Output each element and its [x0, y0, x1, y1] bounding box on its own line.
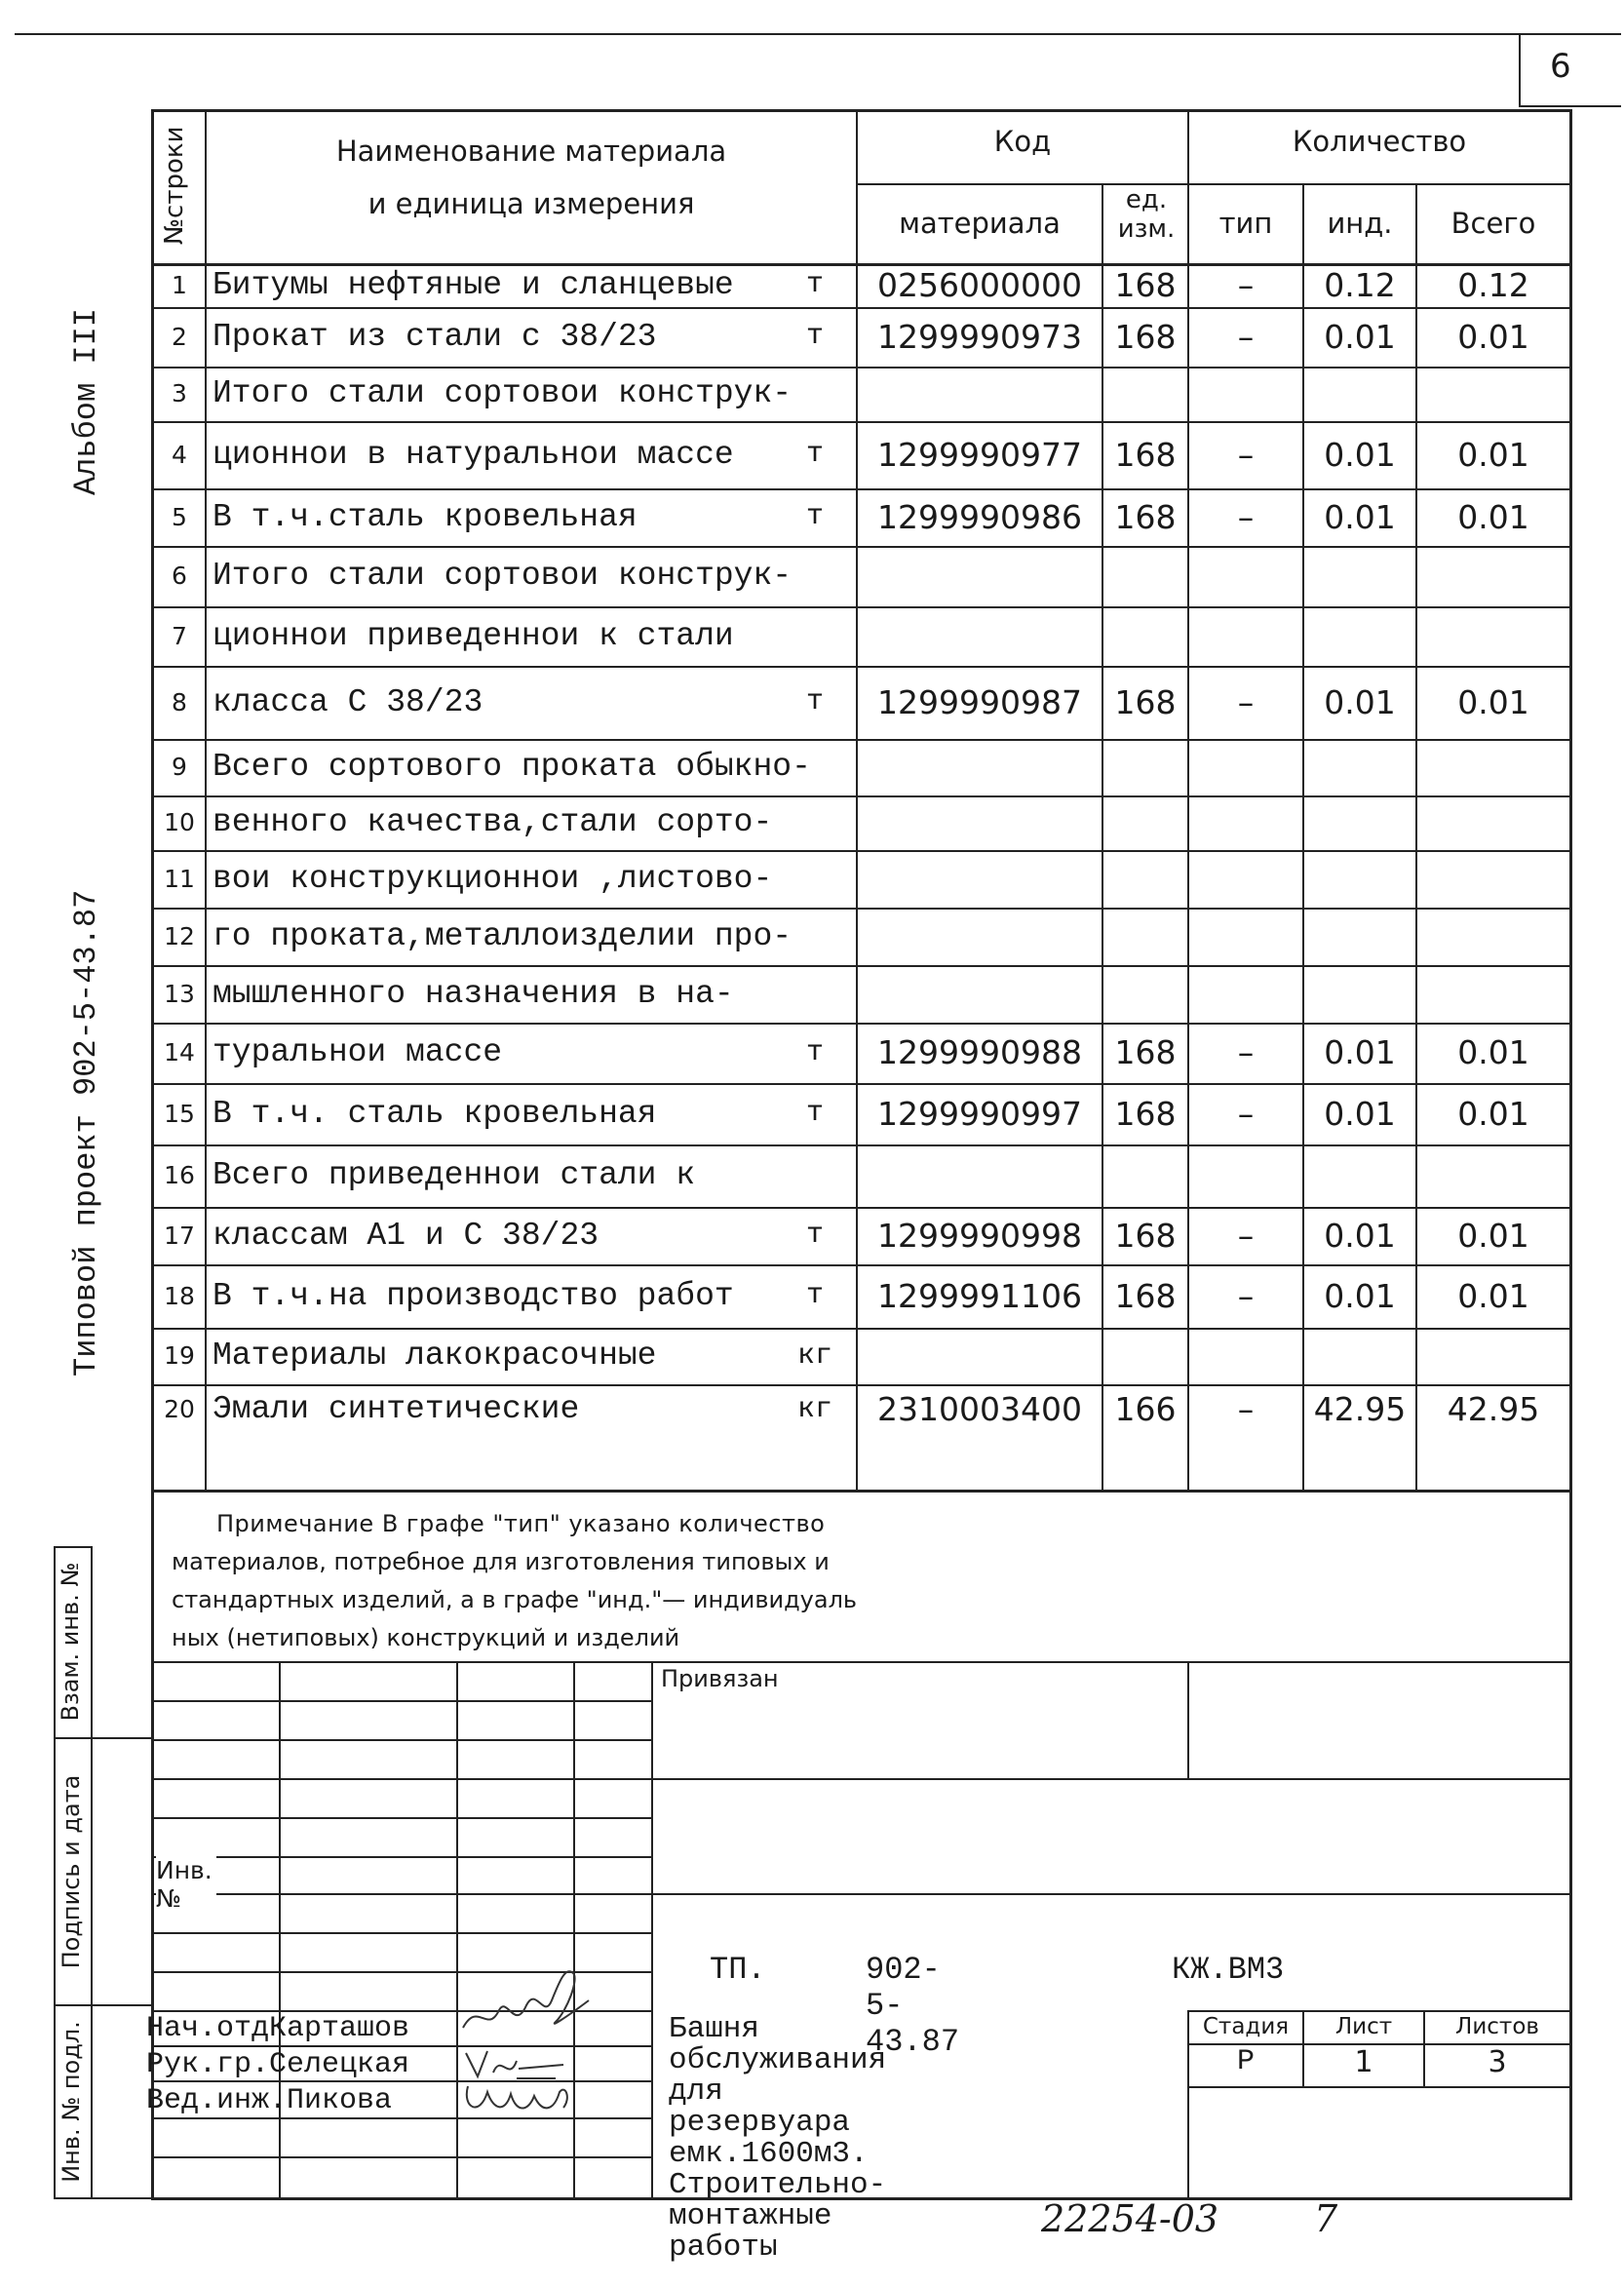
unit: т	[805, 1036, 824, 1069]
podpis-label: Подпись и дата	[58, 1774, 85, 1969]
signer-role: Рук.гр.	[146, 2048, 270, 2081]
qty-total: 0.01	[1457, 1033, 1529, 1071]
code-header: Код	[993, 125, 1052, 158]
table-row	[0, 367, 1624, 421]
unit-code: 168	[1114, 1095, 1177, 1133]
doc-code-suffix: КЖ.ВМ3	[1172, 1952, 1285, 1988]
inv-no-label: Инв. №	[156, 1856, 216, 1913]
material-name: го проката,металлоизделии про-	[213, 918, 793, 954]
row-number: 9	[172, 753, 187, 781]
qty-type: –	[1237, 436, 1255, 474]
material-code	[858, 795, 1102, 850]
quantity-header: Количество	[1292, 125, 1467, 158]
unit	[780, 546, 850, 606]
qty-ind: 0.01	[1324, 1033, 1396, 1071]
unit-code	[1103, 739, 1187, 795]
table-row	[0, 666, 1624, 739]
unit: т	[805, 500, 824, 533]
unit-code	[1103, 850, 1187, 908]
table-row	[0, 965, 1624, 1023]
qty-ind	[1304, 1144, 1415, 1207]
signer-row-3	[146, 2084, 392, 2117]
qty-total	[1417, 606, 1569, 666]
qty-type: –	[1237, 266, 1255, 304]
unit-code: 168	[1114, 318, 1177, 356]
material-name: классам А1 и С 38/23	[213, 1218, 599, 1254]
row-number: 15	[164, 1100, 195, 1128]
table-row	[0, 546, 1624, 606]
qty-total	[1417, 367, 1569, 421]
signer-name: Карташов	[269, 2012, 410, 2045]
qty-total	[1417, 739, 1569, 795]
qty-ind: 0.01	[1324, 683, 1396, 721]
unit: т	[805, 685, 824, 718]
row-number: 11	[164, 865, 195, 893]
table-row	[0, 1264, 1624, 1328]
table-row	[0, 1023, 1624, 1083]
unit-code: 166	[1114, 1390, 1177, 1428]
row-number-header: №строки	[160, 126, 189, 245]
row-number: 20	[164, 1395, 195, 1423]
vzam-label: Взам. инв. №	[57, 1562, 84, 1722]
qty-type	[1189, 739, 1302, 795]
material-code: 1299990997	[877, 1095, 1082, 1133]
table-row	[0, 1083, 1624, 1144]
qty-type	[1189, 546, 1302, 606]
qty-total	[1417, 1328, 1569, 1384]
material-code	[858, 965, 1102, 1023]
quantity-total-header: Всего	[1450, 207, 1536, 240]
qty-total: 0.01	[1457, 498, 1529, 536]
name-header-line2: и единица измерения	[367, 187, 695, 220]
table-row	[0, 263, 1624, 307]
qty-type: –	[1237, 498, 1255, 536]
project-label: Типовой проект 902-5-43.87	[68, 889, 104, 1377]
unit-code	[1103, 1328, 1187, 1384]
unit: т	[805, 1279, 824, 1312]
document-title	[669, 2014, 886, 2264]
unit-code	[1103, 606, 1187, 666]
footer-sheet: 7	[1314, 2197, 1338, 2240]
table-row	[0, 1328, 1624, 1384]
note-line-2: материалов, потребное для изготовления типовых и	[172, 1548, 830, 1575]
qty-type: –	[1237, 1217, 1255, 1255]
qty-type	[1189, 795, 1302, 850]
unit-code	[1103, 1144, 1187, 1207]
material-name: Битумы нефтяные и сланцевые	[213, 267, 734, 303]
table-row	[0, 488, 1624, 546]
table-row	[0, 421, 1624, 488]
material-code	[858, 1144, 1102, 1207]
qty-total	[1417, 546, 1569, 606]
qty-type	[1189, 1328, 1302, 1384]
table-row	[0, 850, 1624, 908]
material-name: Всего приведеннои стали к	[213, 1157, 696, 1193]
material-code: 2310003400	[877, 1390, 1082, 1428]
unit: т	[805, 1219, 824, 1252]
title-line-1: Башня обслуживания для	[669, 2012, 887, 2109]
row-number: 14	[164, 1038, 195, 1066]
unit: т	[805, 438, 824, 471]
unit	[780, 795, 850, 850]
material-name: Итого стали сортовои конструк-	[213, 558, 793, 594]
unit	[780, 850, 850, 908]
row-number: 10	[164, 808, 195, 836]
signer-role: Нач.отд	[146, 2012, 270, 2045]
name-header-line1: Наименование материала	[335, 135, 727, 168]
unit: т	[805, 1097, 824, 1130]
qty-ind: 0.01	[1324, 1277, 1396, 1315]
unit-code	[1103, 546, 1187, 606]
unit	[780, 367, 850, 421]
qty-ind	[1304, 795, 1415, 850]
qty-type	[1189, 1144, 1302, 1207]
table-row	[0, 606, 1624, 666]
qty-ind	[1304, 739, 1415, 795]
table-row	[0, 1384, 1624, 1435]
unit: кг	[796, 1339, 832, 1373]
qty-type: –	[1237, 1095, 1255, 1133]
table-row	[0, 908, 1624, 965]
material-code	[858, 739, 1102, 795]
quantity-type-header: тип	[1218, 207, 1273, 240]
privyazan-label: Привязан	[661, 1665, 779, 1692]
material-name: Итого стали сортовои конструк-	[213, 375, 793, 411]
note-line-3: стандартных изделий, а в графе "инд."— индивидуаль	[172, 1586, 858, 1613]
qty-ind: 0.01	[1324, 318, 1396, 356]
material-name: венного качества,стали сорто-	[213, 804, 773, 840]
signature-1	[458, 1961, 595, 2039]
qty-total	[1417, 965, 1569, 1023]
footer-number: 22254-03	[1041, 2197, 1219, 2240]
qty-ind: 42.95	[1313, 1390, 1407, 1428]
material-name: Прокат из стали с 38/23	[213, 319, 657, 355]
signer-row-2	[146, 2048, 409, 2081]
unit-code	[1103, 965, 1187, 1023]
row-number: 18	[164, 1282, 195, 1310]
qty-ind: 0.12	[1324, 266, 1396, 304]
row-number: 13	[164, 980, 195, 1008]
sheet-label: Лист	[1334, 2014, 1393, 2039]
material-code: 1299990998	[877, 1217, 1082, 1255]
qty-total: 0.01	[1457, 318, 1529, 356]
material-code: 1299990977	[877, 436, 1082, 474]
qty-type: –	[1237, 1033, 1255, 1071]
sheet-value: 1	[1354, 2045, 1373, 2079]
table-row	[0, 739, 1624, 795]
material-name: Материалы лакокрасочные	[213, 1338, 657, 1374]
signer-row-1	[146, 2012, 409, 2045]
unit-code: 168	[1114, 683, 1177, 721]
qty-ind	[1304, 606, 1415, 666]
qty-total: 0.12	[1457, 266, 1529, 304]
title-line-4: работы	[669, 2230, 778, 2265]
qty-type: –	[1237, 683, 1255, 721]
page-number: 6	[1550, 47, 1571, 86]
table-row	[0, 307, 1624, 367]
title-line-3: Строительно-монтажные	[669, 2168, 887, 2233]
material-name: туральнои массе	[213, 1034, 503, 1070]
table-row	[0, 1144, 1624, 1207]
unit-code: 168	[1114, 436, 1177, 474]
stage-value: Р	[1236, 2045, 1255, 2078]
material-code	[858, 546, 1102, 606]
row-number: 16	[164, 1161, 195, 1189]
qty-total	[1417, 795, 1569, 850]
note-line-4: ных (нетиповых) конструкций и изделий	[172, 1624, 680, 1651]
unit: т	[805, 268, 824, 301]
album-label: Альбом III	[68, 307, 104, 496]
material-code: 1299990973	[877, 318, 1082, 356]
unit-code	[1103, 367, 1187, 421]
qty-ind	[1304, 850, 1415, 908]
qty-type: –	[1237, 318, 1255, 356]
material-code	[858, 367, 1102, 421]
material-name: ционнои в натуральнои массе	[213, 437, 734, 473]
unit-code: 168	[1114, 498, 1177, 536]
qty-total	[1417, 1144, 1569, 1207]
qty-ind	[1304, 367, 1415, 421]
unit	[780, 739, 850, 795]
title-line-2: резервуара емк.1600м3.	[669, 2106, 869, 2171]
unit	[780, 965, 850, 1023]
material-name: ционнои приведеннои к стали	[213, 618, 734, 654]
signature-3	[458, 2078, 575, 2121]
row-number: 19	[164, 1341, 195, 1370]
row-number: 5	[172, 503, 187, 531]
row-number: 7	[172, 622, 187, 650]
material-code	[858, 606, 1102, 666]
material-name: класса С 38/23	[213, 684, 483, 720]
qty-total: 0.01	[1457, 436, 1529, 474]
qty-total: 0.01	[1457, 1217, 1529, 1255]
row-number: 12	[164, 922, 195, 950]
qty-type: –	[1237, 1390, 1255, 1428]
material-name: Всего сортового проката обыкно-	[213, 749, 811, 785]
qty-type	[1189, 367, 1302, 421]
signer-name: Пикова	[287, 2084, 393, 2117]
doc-code-prefix: ТП.	[710, 1952, 766, 1988]
doc-code-number: 902-5-43.87	[866, 1952, 960, 2060]
material-code: 0256000000	[877, 266, 1082, 304]
row-number: 8	[172, 688, 187, 717]
row-number: 3	[172, 379, 187, 407]
note-line-1: Примечание В графе "тип" указано количество	[216, 1510, 826, 1537]
unit: кг	[796, 1393, 832, 1426]
unit: т	[805, 320, 824, 353]
unit	[780, 908, 850, 965]
qty-ind: 0.01	[1324, 1217, 1396, 1255]
quantity-ind-header: инд.	[1327, 207, 1393, 240]
material-code	[858, 1328, 1102, 1384]
table-row	[0, 795, 1624, 850]
unit-code	[1103, 795, 1187, 850]
inv-podl-label: Инв. № подл.	[58, 2021, 85, 2183]
unit-code: 168	[1114, 1033, 1177, 1071]
qty-ind	[1304, 1328, 1415, 1384]
qty-total: 0.01	[1457, 1095, 1529, 1133]
qty-type	[1189, 850, 1302, 908]
code-material-header: материала	[899, 207, 1061, 240]
material-code	[858, 850, 1102, 908]
unit	[780, 606, 850, 666]
material-code: 1299990988	[877, 1033, 1082, 1071]
sheets-label: Листов	[1455, 2014, 1539, 2039]
table-row	[0, 1207, 1624, 1264]
qty-total	[1417, 908, 1569, 965]
unit-code: 168	[1114, 1277, 1177, 1315]
unit	[780, 1144, 850, 1207]
unit-code	[1103, 908, 1187, 965]
material-code: 1299991106	[877, 1277, 1082, 1315]
qty-ind	[1304, 546, 1415, 606]
unit-code: 168	[1114, 1217, 1177, 1255]
qty-type: –	[1237, 1277, 1255, 1315]
signer-name: Селецкая	[269, 2048, 410, 2081]
row-number: 2	[172, 323, 187, 351]
qty-ind: 0.01	[1324, 498, 1396, 536]
qty-ind: 0.01	[1324, 436, 1396, 474]
qty-total: 0.01	[1457, 683, 1529, 721]
material-name: В т.ч.на производство работ	[213, 1278, 734, 1314]
note	[172, 1505, 857, 1657]
material-code	[858, 908, 1102, 965]
qty-ind	[1304, 965, 1415, 1023]
material-name: мышленного назначения в на-	[213, 976, 734, 1012]
qty-total: 0.01	[1457, 1277, 1529, 1315]
unit-code: 168	[1114, 266, 1177, 304]
qty-type	[1189, 606, 1302, 666]
row-number: 1	[172, 271, 187, 299]
material-name: Эмали синтетические	[213, 1391, 580, 1427]
material-code: 1299990986	[877, 498, 1082, 536]
material-name: вои конструкционнои ,листово-	[213, 861, 773, 897]
qty-total	[1417, 850, 1569, 908]
qty-ind: 0.01	[1324, 1095, 1396, 1133]
qty-type	[1189, 965, 1302, 1023]
stage-label: Стадия	[1202, 2014, 1290, 2039]
material-name: В т.ч.сталь кровельная	[213, 499, 638, 535]
code-unit-header: ед. изм.	[1117, 185, 1176, 244]
material-name: В т.ч. сталь кровельная	[213, 1096, 657, 1132]
row-number: 17	[164, 1222, 195, 1250]
qty-ind	[1304, 908, 1415, 965]
signer-role: Вед.инж.	[146, 2084, 288, 2117]
material-code: 1299990987	[877, 683, 1082, 721]
qty-type	[1189, 908, 1302, 965]
row-number: 6	[172, 562, 187, 590]
row-number: 4	[172, 441, 187, 469]
sheets-value: 3	[1488, 2045, 1507, 2079]
qty-total: 42.95	[1447, 1390, 1540, 1428]
